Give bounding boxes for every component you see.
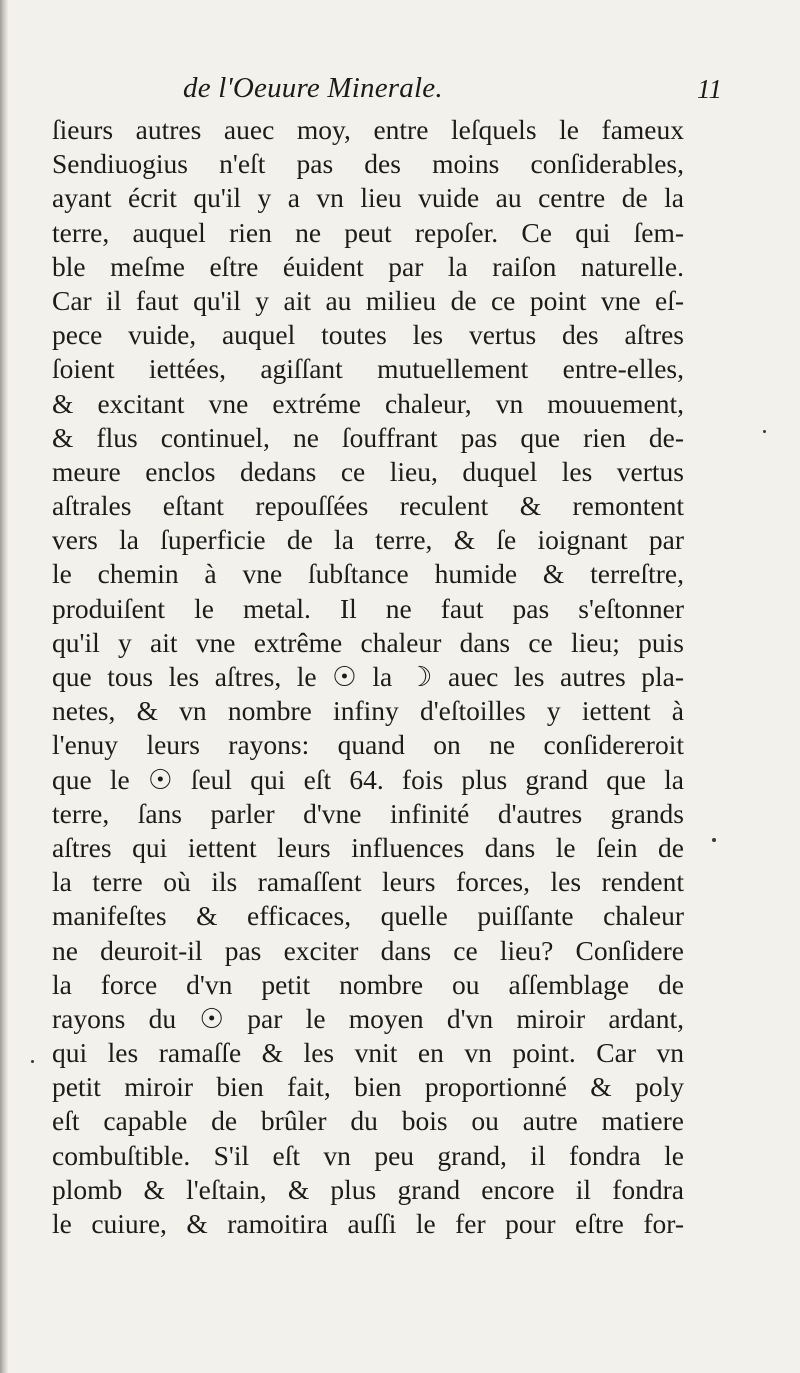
text-line: ſieurs autres auec moy, entre leſquels le fameux bbox=[52, 114, 684, 145]
text-line: la terre où ils ramaſſent leurs forces, les rendent bbox=[52, 866, 684, 898]
text-line: la force d'vn petit nombre ou aſſemblage de bbox=[52, 968, 684, 1000]
text-line: ble meſme eſtre éuident par la raiſon naturelle. bbox=[52, 250, 684, 282]
text-line: aſtres qui iettent leurs influences dans le ſein de bbox=[52, 831, 684, 863]
ink-speck bbox=[31, 1060, 34, 1063]
body-text bbox=[52, 113, 684, 1241]
text-line: le cuiure, & ramoitira auſſi le fer pour eſtre for- bbox=[52, 1208, 684, 1239]
text-line: Car il faut qu'il y ait au milieu de ce point vne eſ- bbox=[52, 284, 684, 316]
text-line: que le ☉ ſeul qui eſt 64. fois plus grand que la bbox=[52, 763, 684, 795]
text-line: pece vuide, auquel toutes les vertus des aſtres bbox=[52, 319, 684, 351]
page-gutter-shadow bbox=[0, 0, 8, 1373]
text-line: & excitant vne extréme chaleur, vn mouuement, bbox=[52, 387, 684, 419]
text-line: qui les ramaſſe & les vnit en vn point. Car vn bbox=[52, 1037, 684, 1069]
ink-speck bbox=[712, 838, 716, 842]
text-line: meure enclos dedans ce lieu, duquel les vertus bbox=[52, 455, 684, 487]
text-line: le chemin à vne ſubſtance humide & terreſtre, bbox=[52, 558, 684, 590]
text-line: vers la ſuperficie de la terre, & ſe ioignant par bbox=[52, 524, 684, 556]
text-line: que tous les aſtres, le ☉ la ☽ auec les autres pla- bbox=[52, 661, 684, 692]
text-line: ne deuroit-il pas exciter dans ce lieu? Conſidere bbox=[52, 934, 684, 966]
text-line: ayant écrit qu'il y a vn lieu vuide au centre de la bbox=[52, 182, 684, 214]
text-line: qu'il y ait vne extrême chaleur dans ce lieu; puis bbox=[52, 626, 684, 658]
text-line: l'enuy leurs rayons: quand on ne conſidereroit bbox=[52, 729, 684, 761]
text-line: produiſent le metal. Il ne faut pas s'eſtonner bbox=[52, 592, 684, 624]
page-number: 11 bbox=[697, 74, 722, 104]
text-line: combuſtible. S'il eſt vn peu grand, il fondra le bbox=[52, 1139, 684, 1171]
text-line: netes, & vn nombre infiny d'eſtoilles y iettent à bbox=[52, 695, 684, 727]
text-line: Sendiuogius n'eſt pas des moins conſiderables, bbox=[52, 148, 684, 180]
page-header bbox=[0, 72, 800, 112]
text-line: manifeſtes & efficaces, quelle puiſſante chaleur bbox=[52, 900, 684, 932]
ink-speck bbox=[763, 430, 766, 433]
text-line: aſtrales eſtant repouſſées reculent & remontent bbox=[52, 490, 684, 522]
text-line: terre, ſans parler d'vne infinité d'autres grands bbox=[52, 797, 684, 829]
text-line: petit miroir bien fait, bien proportionné & poly bbox=[52, 1071, 684, 1103]
text-line: rayons du ☉ par le moyen d'vn miroir ardant, bbox=[52, 1002, 684, 1034]
running-title: de l'Oeuure Minerale. bbox=[183, 72, 443, 104]
text-line: & flus continuel, ne ſouffrant pas que rien de- bbox=[52, 421, 684, 453]
text-line: ſoient iettées, agiſſant mutuellement entre-elles, bbox=[52, 353, 684, 385]
text-line: terre, auquel rien ne peut repoſer. Ce qui ſem- bbox=[52, 216, 684, 248]
text-line: eſt capable de brûler du bois ou autre matiere bbox=[52, 1105, 684, 1137]
text-line: plomb & l'eſtain, & plus grand encore il fondra bbox=[52, 1173, 684, 1205]
